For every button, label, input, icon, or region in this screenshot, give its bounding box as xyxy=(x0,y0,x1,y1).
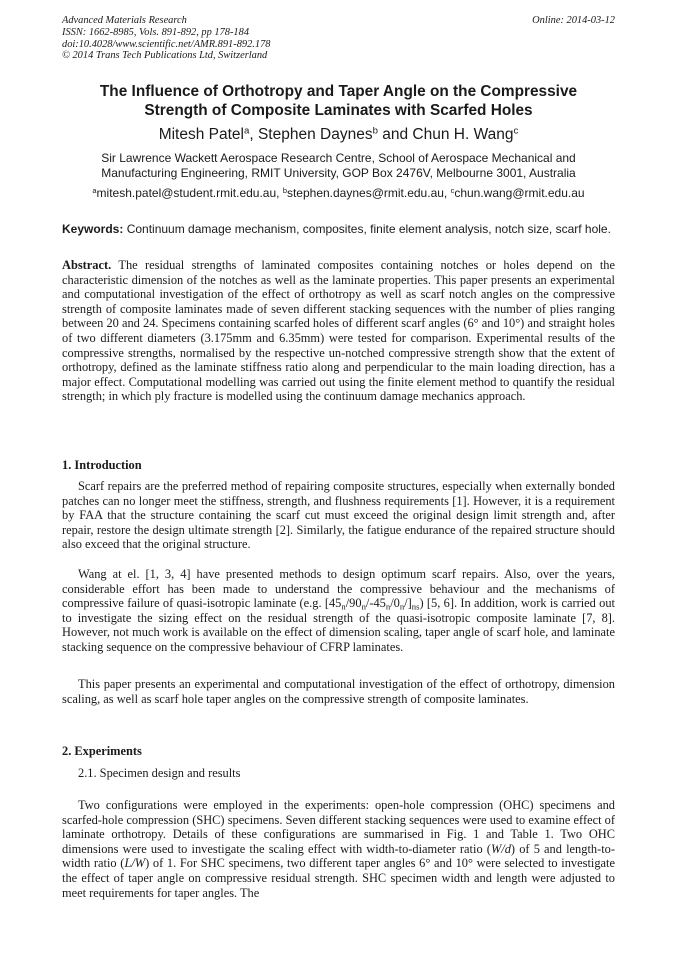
journal-header xyxy=(62,15,615,62)
keywords-text: Continuum damage mechanism, composites, finite element analysis, notch size, scarf hole. xyxy=(123,222,611,236)
subscript: n xyxy=(361,601,366,612)
experiments-text-b: ) of 5 and length-to-width ratio ( xyxy=(62,841,615,871)
keywords-label: Keywords: xyxy=(62,222,124,236)
abstract xyxy=(62,258,615,404)
section-1-heading: 1. Introduction xyxy=(62,458,142,472)
experiments-paragraph-1 xyxy=(62,798,615,900)
email-a-mark: a xyxy=(92,185,97,195)
email-c-mark: c xyxy=(450,185,455,195)
affiliation-line-1: Sir Lawrence Wackett Aerospace Research Centre, School of Aerospace Mechanical and xyxy=(101,151,576,165)
author-2: Stephen Daynes xyxy=(257,126,373,143)
section-2-heading: 2. Experiments xyxy=(62,744,142,758)
affiliation xyxy=(62,151,615,181)
formula-part: /] xyxy=(404,596,412,611)
author-1: Mitesh Patel xyxy=(158,126,244,143)
journal-issn: ISSN: 1662-8985, Vols. 891-892, pp 178-184 xyxy=(62,26,250,38)
subscript: ns xyxy=(411,601,420,612)
paper-title xyxy=(62,82,615,120)
intro-p2-text-b: ) [5, 6]. In addition, work is carried out to investigate the sizing effect on the residual strength of the quasi-isotropic composite laminate [7, 8]. However, not much work is available on the effect of dimension scaling, taper angle of scarf hole, and laminate stacking sequence on the compressive behaviour of CFRP laminates. xyxy=(62,596,615,654)
intro-paragraph-3: This paper presents an experimental and computational investigation of the effect of orthotropy, dimension scaling, as well as scarf hole taper angles on the compressive strength of composite laminates. xyxy=(62,677,615,706)
section-2-1-heading: 2.1. Specimen design and results xyxy=(78,766,241,780)
email-b[interactable]: stephen.daynes@rmit.edu.au, xyxy=(286,186,451,200)
subscript: n xyxy=(341,601,346,612)
email-c[interactable]: chun.wang@rmit.edu.au xyxy=(454,186,585,200)
email-a[interactable]: mitesh.patel@student.rmit.edu.au, xyxy=(96,186,283,200)
author-sep-2: and xyxy=(377,126,413,143)
author-1-mark: a xyxy=(244,125,250,137)
online-date: Online: 2014-03-12 xyxy=(532,15,615,26)
formula-part: /90 xyxy=(345,596,362,611)
experiments-text-a: Two configurations were employed in the experiments: open-hole compression (OHC) specimens and scarfed-hole compression (SHC) specimens. Seven different stacking sequences were used to examine effect of laminate orthotropy. Details of these configurations are summarised in Fig. 1 and Table 1. Two OHC dimensions were used to investigate the scaling effect with width-to-diameter ratio ( xyxy=(62,798,615,856)
formula-part: /0 xyxy=(390,596,400,611)
symbol-lw: L/W xyxy=(124,856,146,871)
author-sep-1: , xyxy=(249,126,258,143)
intro-paragraph-1: Scarf repairs are the preferred method of repairing composite structures, especially when externally bonded patches can no longer meet the stiffness, strength, and flushness requirements [1]. However, it is a requirement by FAA that the structure containing the scarf cut must exceed the original design limit strength and, after repair, restore the design ultimate strength [2]. Similarly, the fatigue endurance of the repaired structure should also exceed that the original structure. xyxy=(62,479,615,552)
title-line-2: Strength of Composite Laminates with Scarfed Holes xyxy=(144,102,533,119)
subscript: n xyxy=(399,601,405,612)
affiliation-line-2: Manufacturing Engineering, RMIT University, GOP Box 2476V, Melbourne 3001, Australia xyxy=(101,166,576,181)
keywords xyxy=(62,222,615,237)
author-3: Chun H. Wang xyxy=(412,126,514,143)
journal-name: Advanced Materials Research xyxy=(62,15,187,26)
email-b-mark: b xyxy=(282,185,287,195)
formula-part: /-45 xyxy=(365,596,386,611)
intro-p2-text-a: Wang at el. [1, 3, 4] have presented methods to design optimum scarf repairs. Also, over the years, considerable effort has been made to understand the compressive behaviour and the mechanisms of compressive failure of quasi-isotropic laminate (e.g. [45 xyxy=(62,567,615,611)
experiments-text-c: ) of 1. For SHC specimens, two different taper angles 6° and 10° were selected to investigate the effect of taper angle on compressive residual strength. SHC specimen width and length were adjusted to meet requirements for taper angles. The xyxy=(62,856,615,900)
author-emails xyxy=(62,186,615,201)
author-2-mark: b xyxy=(372,125,378,137)
journal-copyright: © 2014 Trans Tech Publications Ltd, Switzerland xyxy=(62,50,268,62)
title-line-1: The Influence of Orthotropy and Taper Angle on the Compressive xyxy=(99,83,578,100)
abstract-label: Abstract. xyxy=(62,258,112,272)
symbol-wd: W/d xyxy=(490,841,511,856)
author-list xyxy=(62,125,615,144)
subscript: n xyxy=(385,601,391,612)
author-3-mark: c xyxy=(513,125,519,137)
journal-doi: doi:10.4028/www.scientific.net/AMR.891-892.178 xyxy=(62,38,271,50)
intro-paragraph-2 xyxy=(62,567,615,655)
abstract-text: The residual strengths of laminated composites containing notches or holes depend on the characteristic dimension of the notches as well as the laminate properties. This paper presents an experimental and computational investigation of the effect of orthotropy as well as scarf notch angles on the compressive strength of composite laminates made of seven different stacking sequences with the number of plies ranging between 20 and 24. Specimens containing scarfed holes of different scarf angles (6° and 10°) and straight holes of two different diameters (3.175mm and 6.35mm) were tested for comparison. Experimental results of the compressive strengths, normalised by the respective un-notched compressive strength show that the extent of orthotropy, defined as the laminate stiffness ratio along and perpendicular to the main loading direction, has a major effect. Computational modelling was carried out using the finite element method to quantify the residual strength; in which ply fracture is modelled using the continuum damage mechanics approach. xyxy=(62,258,615,404)
